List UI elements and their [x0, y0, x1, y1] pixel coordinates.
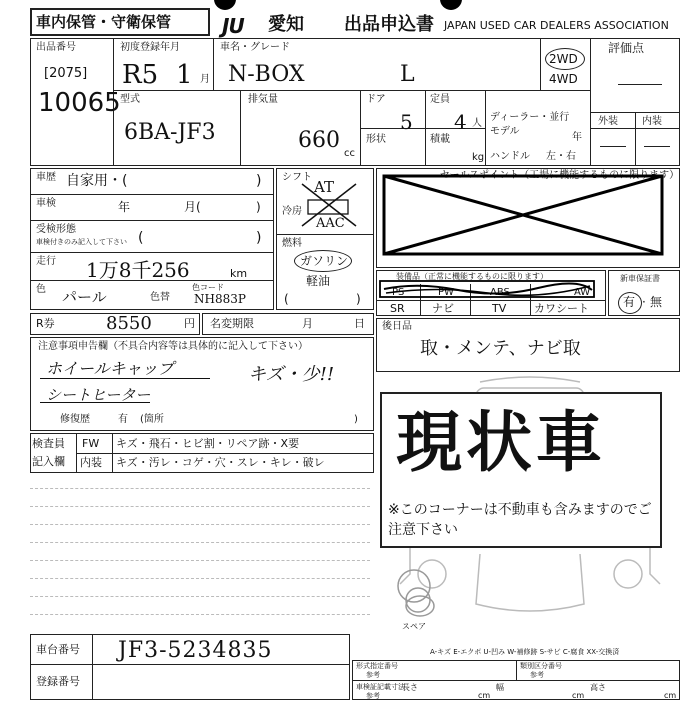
model-grade-value: L	[400, 62, 415, 87]
cooling-label: 冷房	[282, 206, 302, 217]
category-no-label: 類別区分番号	[520, 662, 562, 670]
spare-label: スペア	[402, 622, 426, 631]
designated-ref: 参考	[366, 671, 380, 679]
repair-close: )	[354, 414, 358, 425]
inspector-in-items: キズ・汚レ・コゲ・穴・スレ・キレ・破レ	[116, 456, 325, 469]
equip-struck-abs: ABS	[490, 287, 510, 298]
equip-struck-ps: PS	[392, 287, 405, 298]
registration-era: R5	[122, 60, 159, 90]
equip-kawa-seat: カワシート	[534, 302, 589, 315]
inspector-fw: FW	[82, 437, 100, 450]
displacement-value: 660	[298, 128, 340, 153]
capacity-unit: 人	[472, 118, 482, 129]
inspection-label: 車検	[36, 198, 56, 209]
handle-label: ハンドル	[490, 151, 530, 162]
inspector-fw-items: キズ・飛石・ヒビ割・リペア跡・X要	[116, 437, 300, 450]
displacement-unit: cc	[344, 148, 355, 159]
damage-legend: A-キズ E-エクボ U-凹み W-補修跡 S-サビ C-腐食 XX-交換済	[430, 648, 620, 656]
org-name: 愛知	[268, 14, 304, 35]
size-label: 車検証記載寸法	[356, 683, 405, 691]
color-change-label: 色替	[150, 292, 170, 303]
score-label: 評価点	[608, 41, 645, 55]
type-value: 6BA-JF3	[124, 120, 216, 145]
shape-label: 形状	[366, 134, 386, 145]
warranty-sep: ·	[642, 295, 646, 309]
inspection-month: 月(	[184, 200, 201, 214]
model-name-label: 車名・グレード	[220, 42, 290, 53]
repair-place: (箇所	[140, 414, 164, 425]
ju-logo	[222, 14, 268, 36]
form-title: 出品申込書	[344, 14, 434, 35]
lot-number: 10065	[38, 88, 121, 118]
history-value: 自家用・(	[66, 173, 128, 189]
shift-cross-mark	[300, 180, 360, 230]
repair-label: 修復歴	[60, 414, 90, 425]
width-cm: cm	[572, 691, 585, 700]
lot-sub-number: [2075]	[44, 66, 88, 81]
after-sale-value: 取・メンテ、ナビ取	[420, 338, 581, 359]
type-label: 型式	[120, 94, 140, 105]
name-change-label: 名変期限	[210, 317, 254, 330]
recycle-unit: 円	[184, 317, 195, 330]
repair-value: 有	[118, 414, 128, 425]
top-punch-hole-right	[440, 0, 462, 10]
warranty-no: 無	[650, 295, 663, 309]
notes-line2-underline	[40, 402, 150, 403]
doors-value: 5	[400, 110, 413, 134]
registration-month: 1	[176, 60, 193, 90]
fuel-gasoline: ガソリン	[300, 254, 349, 268]
mileage-value: 1万8千256	[86, 258, 190, 282]
notes-line2: シートヒーター	[46, 386, 151, 404]
displacement-label: 排気量	[248, 94, 278, 105]
drive-2wd: 2WD	[549, 52, 578, 66]
fuel-label: 燃料	[282, 238, 302, 249]
reception-close: )	[256, 230, 262, 246]
inspection-year: 年	[118, 200, 131, 214]
shift-at: AT	[314, 178, 335, 196]
size-ref: 参考	[366, 692, 380, 700]
fuel-diesel: 軽油	[306, 274, 331, 288]
name-change-day: 日	[354, 317, 365, 330]
length-cm: cm	[478, 691, 491, 700]
height-label: 高さ	[590, 683, 606, 692]
designated-no-label: 形式指定番号	[356, 662, 398, 670]
score-dash	[618, 84, 662, 85]
reception-open: (	[138, 230, 144, 246]
reception-label: 受検形態	[36, 224, 76, 235]
reception-note: 車検付きのみ記入して下さい	[36, 238, 127, 246]
fuel-open: (	[284, 292, 289, 306]
fuel-close: )	[356, 292, 361, 306]
model-name-value: N-BOX	[228, 62, 305, 87]
history-close: )	[256, 173, 262, 189]
after-sale-label: 後日品	[382, 321, 412, 332]
equip-tv: TV	[492, 302, 507, 315]
inspector-label-1: 検査員	[32, 437, 65, 450]
recycle-label: R券	[36, 317, 55, 330]
ju-logo-text: JU	[222, 14, 244, 38]
notes-line1-extra: キズ・少!!	[248, 364, 335, 385]
model-year-label: モデル	[490, 126, 520, 137]
sales-point-cross-mark	[382, 172, 666, 260]
sales-point-label: セールスポイント（工場に機能するものに限ります）	[440, 170, 680, 181]
shift-ac: AAC	[316, 216, 345, 231]
category-ref: 参考	[530, 671, 544, 679]
english-title: JAPAN USED CAR DEALERS ASSOCIATION	[444, 19, 669, 32]
capacity-value: 4	[454, 110, 467, 134]
dealer-label: ディーラー・並行	[490, 112, 570, 123]
warranty-yes: 有	[623, 295, 636, 309]
doors-label: ドア	[366, 94, 386, 105]
equip-struck-aw: AW	[574, 287, 591, 298]
handle-options: 左・右	[546, 151, 576, 162]
color-value: パール	[62, 288, 107, 306]
model-year-unit: 年	[572, 132, 582, 143]
recycle-value: 8550	[106, 313, 152, 334]
genjosha-note: ※このコーナーは不動車も含みますのでご注意下さい	[388, 502, 652, 538]
color-label: 色	[36, 284, 46, 295]
height-cm: cm	[664, 691, 677, 700]
chassis-label: 車台番号	[36, 643, 80, 656]
notes-label: 注意事項申告欄（不具合内容等は具体的に記入して下さい）	[38, 341, 308, 352]
equipment-strike-scribble	[378, 278, 600, 300]
inspector-in: 内装	[80, 456, 102, 469]
mileage-label: 走行	[36, 256, 56, 267]
lot-label: 出品番号	[36, 42, 76, 53]
inspection-close: )	[256, 200, 261, 214]
width-label: 幅	[496, 683, 504, 692]
score-interior-dash	[644, 146, 670, 147]
history-label: 車歴	[36, 172, 56, 183]
load-label: 積載	[430, 134, 450, 145]
equip-navi: ナビ	[432, 302, 454, 315]
inspector-label-2: 記入欄	[32, 455, 65, 468]
color-code-value: NH883P	[194, 292, 246, 306]
equip-struck-pw: PW	[438, 287, 454, 298]
registration-label: 初度登録年月	[120, 42, 180, 53]
notes-line1-underline	[40, 378, 210, 379]
score-interior-label: 内装	[642, 116, 662, 127]
fuel-gasoline-circle	[294, 250, 352, 272]
length-label: 長さ	[402, 683, 418, 692]
equip-sr: SR	[390, 302, 405, 315]
top-punch-hole-left	[214, 0, 236, 10]
storage-type-label: 車内保管・守衛保管	[36, 13, 172, 31]
capacity-label: 定員	[430, 94, 450, 105]
equipment-label: 装備品（正常に機能するものに限ります）	[396, 272, 548, 281]
name-change-month: 月	[302, 317, 313, 330]
score-exterior-label: 外装	[598, 116, 618, 127]
score-exterior-dash	[600, 146, 626, 147]
mileage-unit: km	[230, 267, 248, 280]
registration-month-unit: 月	[200, 74, 210, 85]
chassis-value: JF3-5234835	[118, 638, 273, 663]
color-code-label: 色コード	[192, 283, 224, 292]
shift-label: シフト	[282, 172, 312, 183]
warranty-label: 新車保証書	[620, 274, 660, 283]
notes-line1: ホイールキャップ	[46, 359, 174, 378]
genjosha-title: 現状車	[396, 404, 606, 481]
drive-4wd: 4WD	[549, 72, 578, 86]
load-unit: kg	[472, 152, 485, 163]
plate-label: 登録番号	[36, 675, 80, 688]
